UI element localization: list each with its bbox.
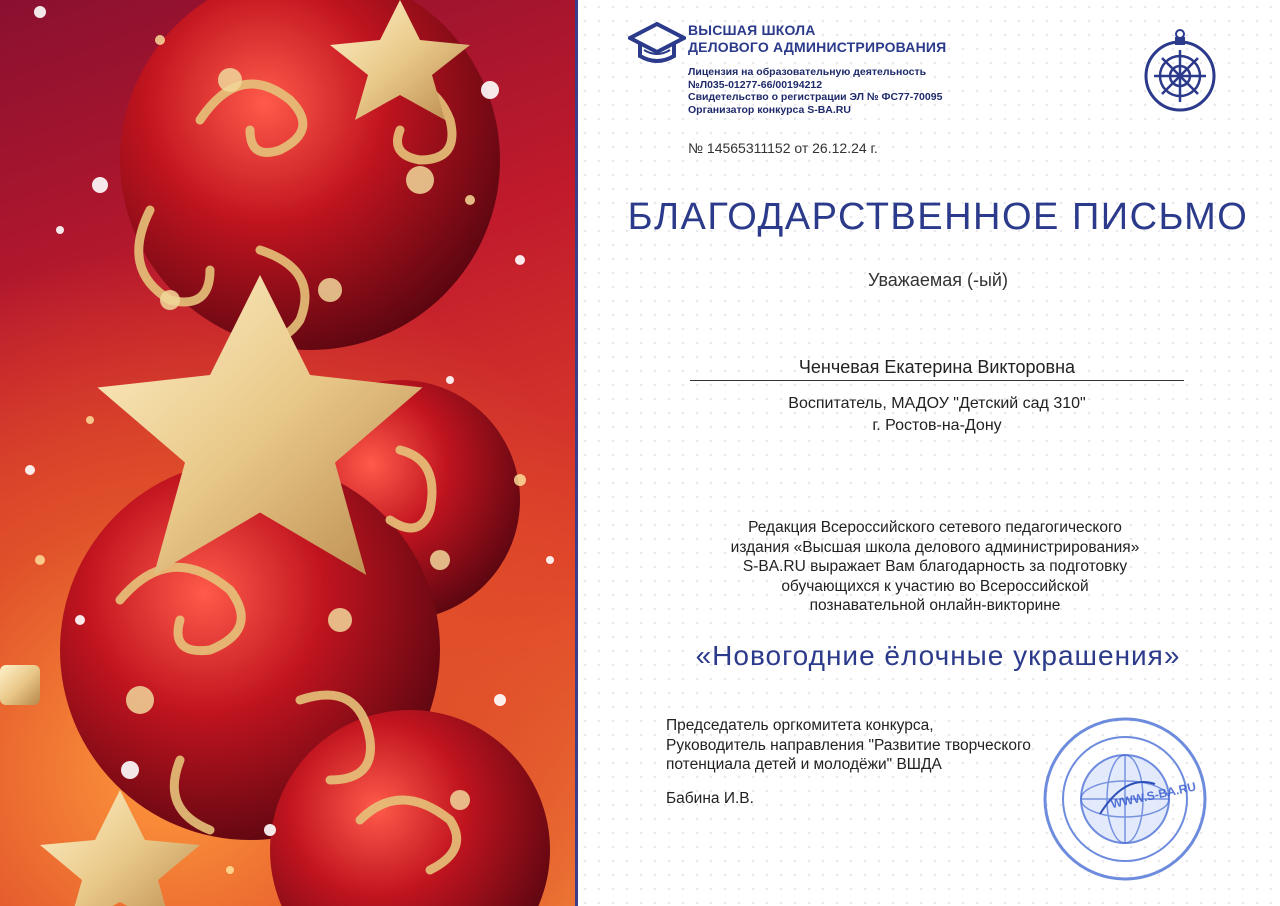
recipient-position: Воспитатель, МАДОУ "Детский сад 310": [788, 395, 1086, 412]
org-details: [688, 66, 942, 116]
org-name-line1: ВЫСШАЯ ШКОЛА: [688, 22, 816, 38]
christmas-ornaments-illustration: [0, 0, 575, 906]
body-line: Редакция Всероссийского сетевого педагогического: [748, 519, 1122, 536]
organizer-line: Организатор конкурса S-BA.RU: [688, 103, 851, 116]
recipient-city: г. Ростов-на-Дону: [872, 417, 1002, 434]
body-line: обучающихся к участию во Всероссийской: [781, 577, 1089, 595]
graduation-cap-icon: [628, 20, 686, 73]
signer-line: потенциала детей и молодёжи" ВШДА: [666, 756, 942, 773]
christmas-ball-icon: [1140, 26, 1230, 121]
signer-title: [666, 716, 1031, 775]
recipient-name: Ченчевая Екатерина Викторовна: [690, 357, 1184, 381]
body-line: S-BA.RU выражает Вам благодарность за подготовку: [742, 558, 1128, 575]
signer-name: Бабина И.В.: [666, 790, 754, 807]
decorative-christmas-panel: [0, 0, 575, 906]
body-line: познавательной онлайн-викторине: [809, 597, 1061, 614]
license-line1: Лицензия на образовательную деятельность: [688, 66, 927, 78]
gratitude-text: [660, 518, 1210, 616]
document-number: № 14565311152 от 26.12.24 г.: [688, 140, 878, 156]
document-title: БЛАГОДАРСТВЕННОЕ ПИСЬМО: [627, 196, 1249, 238]
salutation: Уважаемая (-ый): [868, 270, 1008, 290]
org-name-line2: ДЕЛОВОГО АДМИНИСТРИРОВАНИЯ: [688, 39, 947, 55]
recipient-details: [690, 393, 1184, 437]
signer-line: Руководитель направления "Развитие творческого: [666, 736, 1031, 754]
signer-line: Председатель оргкомитета конкурса,: [666, 717, 934, 734]
license-line2: №Л035-01277-66/00194212: [688, 78, 823, 91]
body-line: издания «Высшая школа делового администрирования»: [730, 538, 1140, 556]
stamp-site: WWW.S-BA.RU: [1109, 779, 1198, 812]
contest-title: «Новогодние ёлочные украшения»: [695, 640, 1181, 671]
registration-line: Свидетельство о регистрации ЭЛ № ФС77-70095: [688, 91, 943, 103]
org-name: [688, 22, 946, 56]
